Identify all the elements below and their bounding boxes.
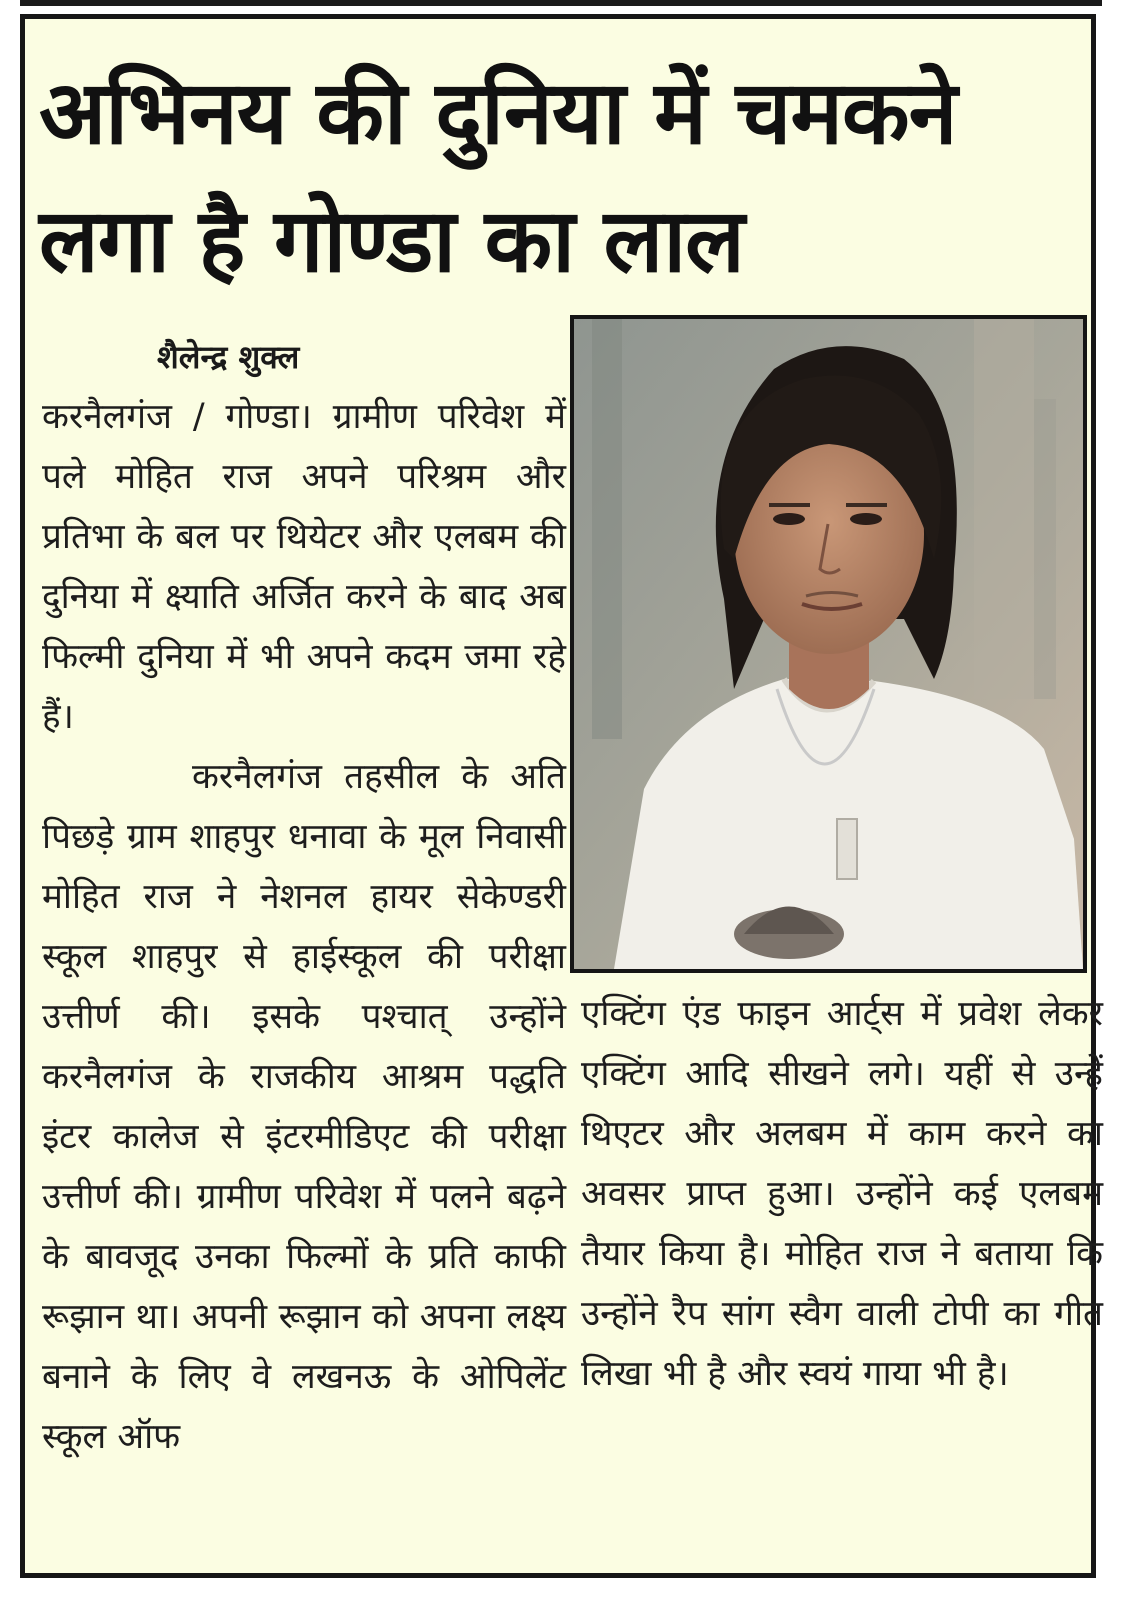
portrait-photo: [570, 315, 1087, 973]
article-paragraph-1: करनैलगंज / गोण्डा। ग्रामीण परिवेश में पले मोहित राज अपने परिश्रम और प्रतिभा के बल पर थियेटर और एलबम की दुनिया में क्ष्याति अर्जित करने के बाद अब फिल्मी दुनिया में भी अपने कदम जमा रहे हैं।: [42, 397, 566, 737]
top-rule: [20, 0, 1102, 6]
newspaper-clipping: [20, 14, 1103, 1578]
byline: शैलेन्द्र शुक्ल: [157, 338, 300, 376]
article-column-left: [42, 387, 566, 1467]
article-column-right: [581, 984, 1103, 1404]
headline: अभिनय की दुनिया में चमकने लगा है गोण्डा का लाल: [39, 61, 957, 292]
portrait-photo-image: [574, 319, 1083, 969]
article-paragraph-3: एक्टिंग एंड फाइन आर्ट्स में प्रवेश लेकर एक्टिंग आदि सीखने लगे। यहीं से उन्हें थिएटर और अलबम में काम करने का अवसर प्राप्त हुआ। उन्होंने कई एलबम तैयार किया है। मोहित राज ने बताया कि उन्होंने रैप सांग स्वैग वाली टोपी का गीत लिखा भी है और स्वयं गाया भी है।: [581, 994, 1103, 1394]
article-paragraph-2: करनैलगंज तहसील के अति पिछड़े ग्राम शाहपुर धनावा के मूल निवासी मोहित राज ने नेशनल हायर सेकेण्डरी स्कूल शाहपुर से हाईस्कूल की परीक्षा उत्तीर्ण की। इसके पश्चात् उन्होंने करनैलगंज के राजकीय आश्रम पद्धति इंटर कालेज से इंटरमीडिएट की परीक्षा उत्तीर्ण की। ग्रामीण परिवेश में पलने बढ़ने के बावजूद उनका फिल्मों के प्रति काफी रूझान था। अपनी रूझान को अपना लक्ष्य बनाने के लिए वे लखनऊ के ओपिलेंट स्कूल ऑफ: [42, 757, 566, 1457]
